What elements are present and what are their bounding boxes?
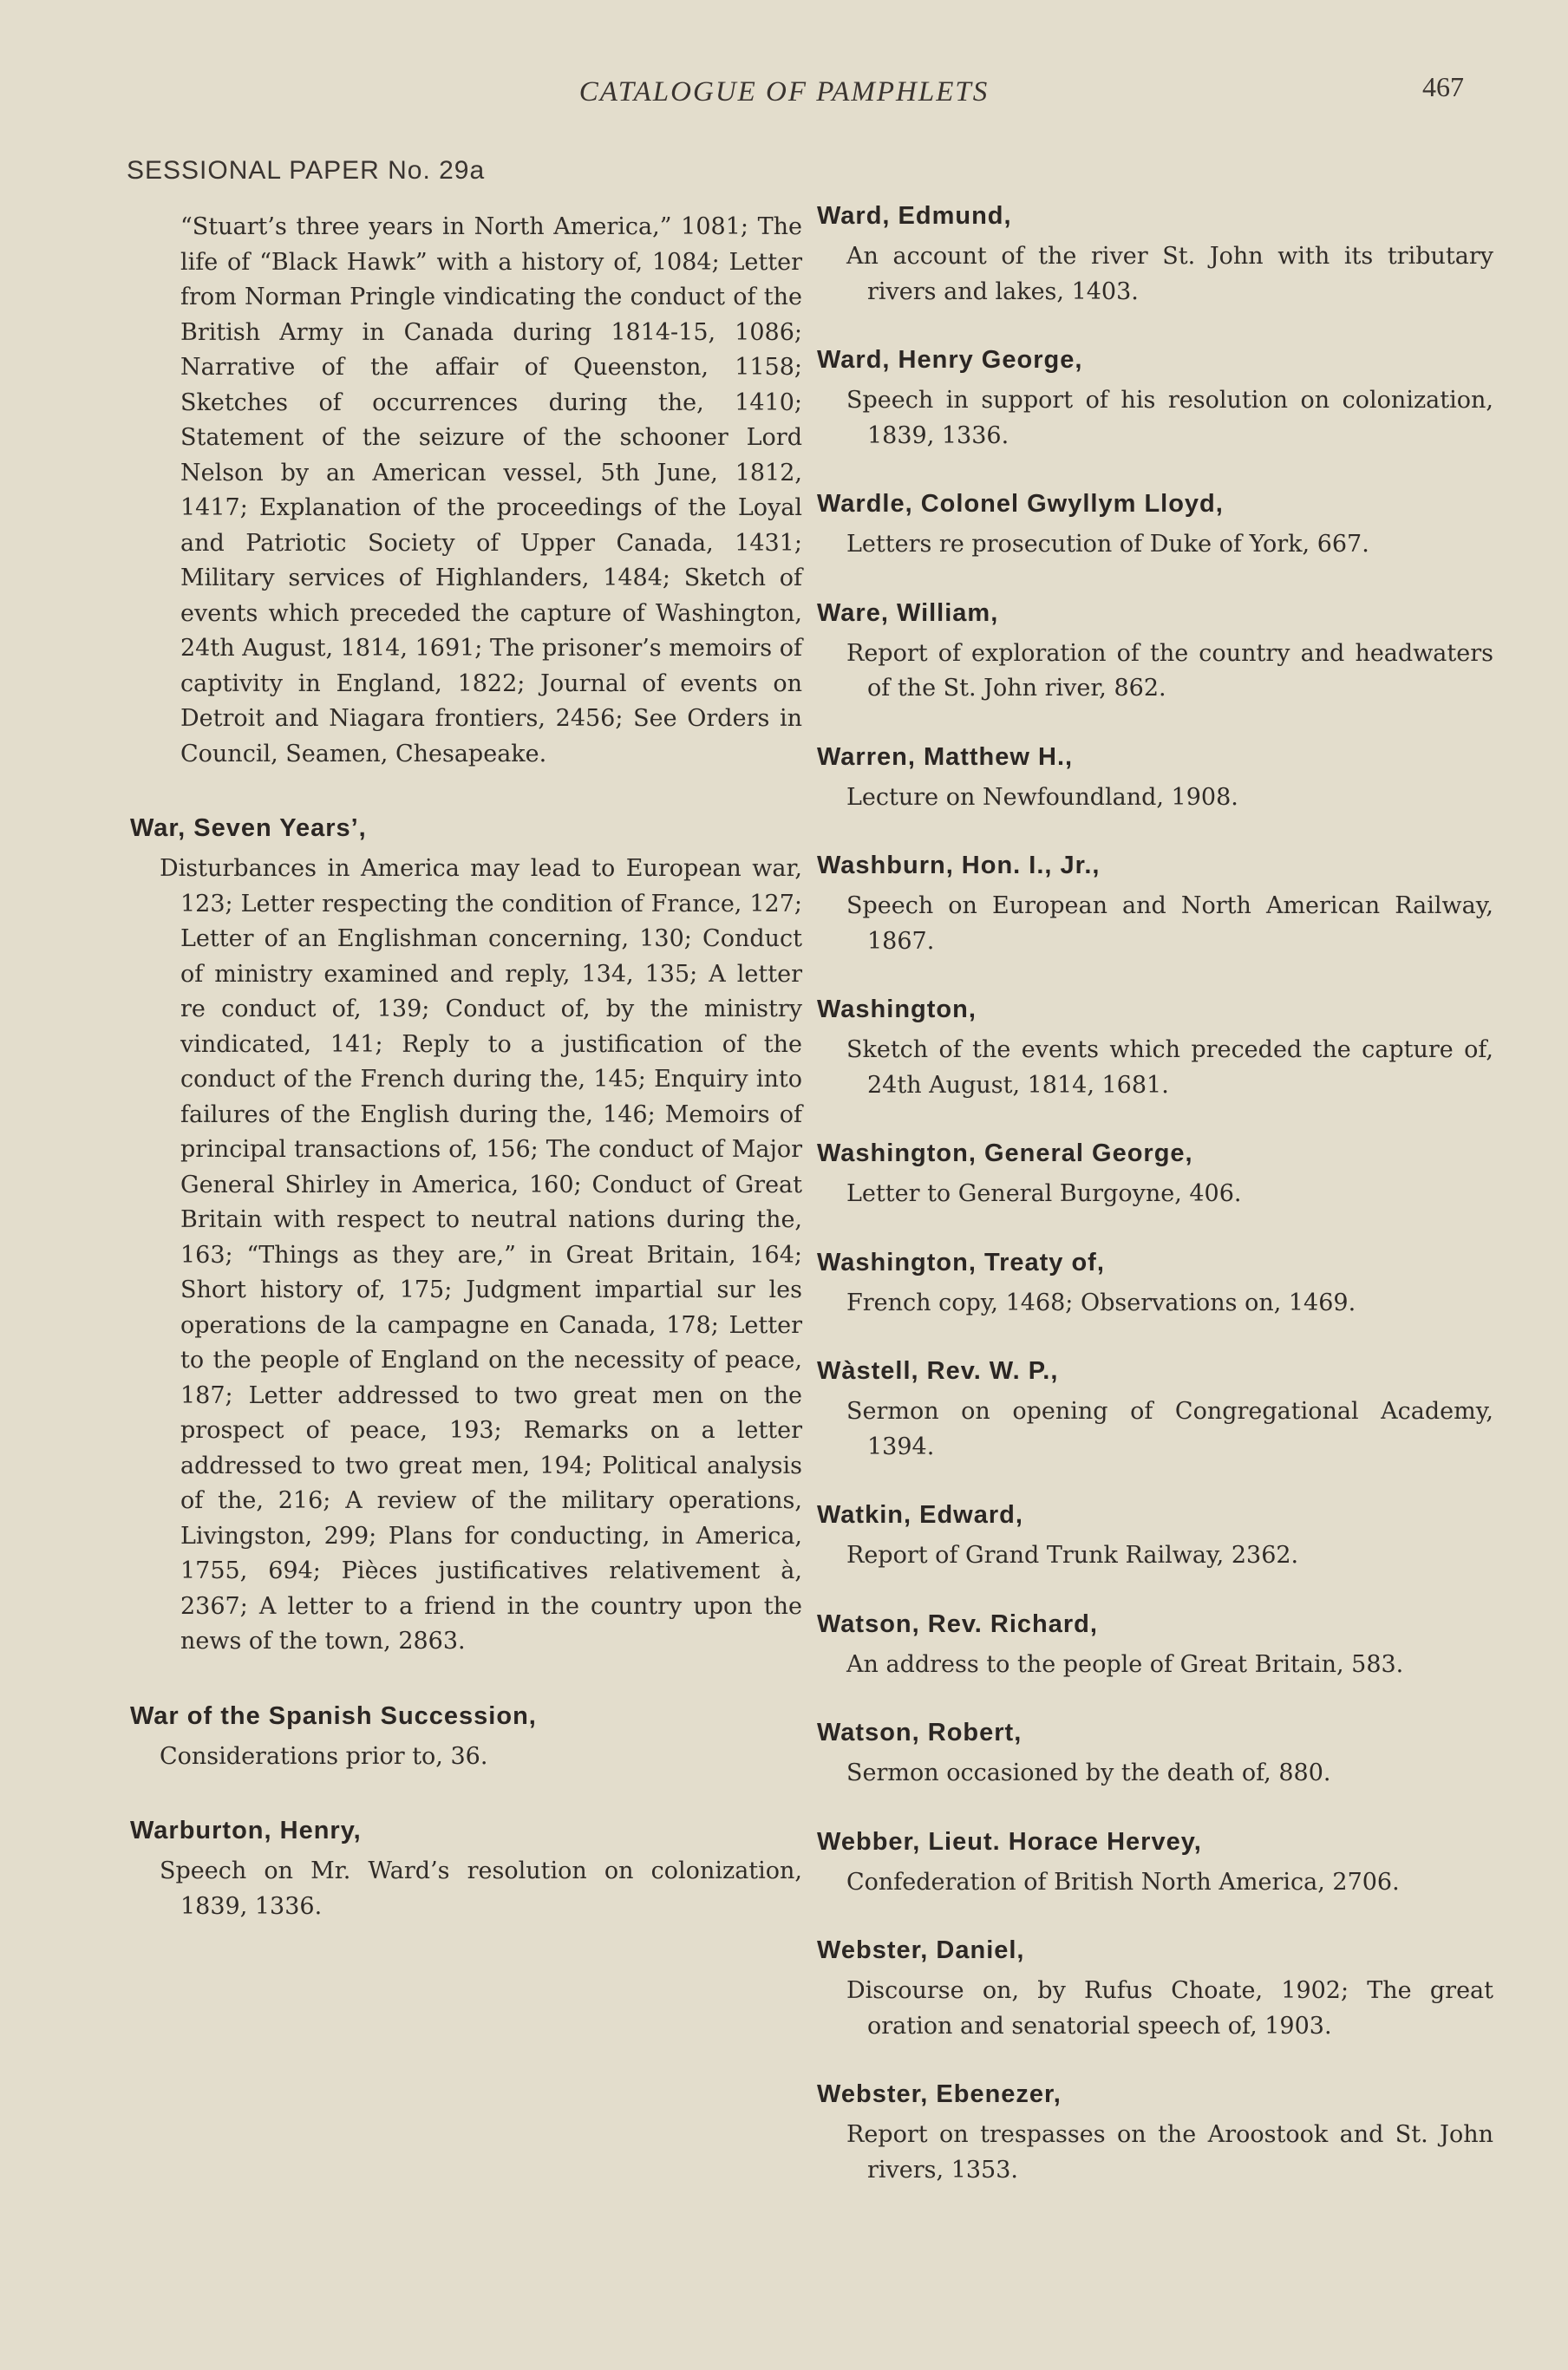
entry-heading: Washington, Treaty of, <box>817 1248 1105 1276</box>
entry-heading: Wardle, Colonel Gwyllym Lloyd, <box>817 490 1224 518</box>
entry-text: French copy, 1468; Observations on, 1469. <box>846 1289 1356 1316</box>
entry-heading: Wàstell, Rev. W. P., <box>817 1357 1059 1385</box>
page-number: 467 <box>1422 71 1464 102</box>
catalogue-entry <box>130 210 802 772</box>
entry-text: Discourse on, by Rufus Choate, 1902; The great oration and senatorial speech of, 1903. <box>846 1977 1493 2040</box>
entry-heading: Webster, Ebenezer, <box>817 2080 1062 2108</box>
catalogue-entry <box>817 847 1493 959</box>
catalogue-entry <box>130 810 802 1660</box>
entry-text: Report of exploration of the country and headwaters of the St. John river, 862. <box>846 639 1493 702</box>
catalogue-entry <box>817 595 1493 707</box>
entry-heading: War of the Spanish Succession, <box>130 1701 537 1730</box>
entry-text: Speech on Mr. Ward’s resolution on colonization, 1839, 1336. <box>160 1857 802 1920</box>
entry-text: Report of Grand Trunk Railway, 2362. <box>846 1542 1299 1569</box>
entry-heading: Watkin, Edward, <box>817 1501 1023 1529</box>
entry-heading: Ware, William, <box>817 598 999 627</box>
entry-heading: Warren, Matthew H., <box>817 742 1074 771</box>
catalogue-entry <box>130 1812 802 1924</box>
entry-text: An address to the people of Great Britain, 583. <box>846 1650 1404 1678</box>
entry-heading: Webber, Lieut. Horace Hervey, <box>817 1827 1202 1856</box>
catalogue-entry <box>817 1497 1493 1574</box>
entry-text: Lecture on Newfoundland, 1908. <box>846 783 1238 811</box>
catalogue-entry <box>817 486 1493 563</box>
entry-text: Considerations prior to, 36. <box>160 1742 488 1770</box>
catalogue-entry <box>817 1714 1493 1792</box>
catalogue-entry <box>817 1244 1493 1322</box>
running-title: CATALOGUE OF PAMPHLETS <box>578 76 990 108</box>
entry-text: An account of the river St. John with its tributary rivers and lakes, 1403. <box>846 243 1493 305</box>
entry-text: Sermon on opening of Congregational Academy, 1394. <box>846 1398 1493 1460</box>
catalogue-entry <box>130 1698 802 1775</box>
entry-heading: Ward, Edmund, <box>817 202 1012 230</box>
catalogue-entry <box>817 1353 1493 1465</box>
entry-text: Letter to General Burgoyne, 406. <box>846 1180 1242 1207</box>
entry-text: Confederation of British North America, 2706. <box>846 1868 1400 1896</box>
entry-text: Speech on European and North American Railway, 1867. <box>846 892 1493 955</box>
catalogue-entry <box>817 1824 1493 1901</box>
catalogue-entry <box>817 1606 1493 1683</box>
catalogue-entry <box>817 2076 1493 2188</box>
entry-heading: Washington, <box>817 996 977 1023</box>
left-column <box>130 210 802 1962</box>
entry-text: Sermon occasioned by the death of, 880. <box>846 1760 1331 1786</box>
catalogue-entry <box>817 342 1493 454</box>
catalogue-entry <box>817 1932 1493 2044</box>
entry-heading: Webster, Daniel, <box>817 1936 1025 1964</box>
entry-text: Letters re prosecution of Duke of York, 667. <box>846 531 1369 558</box>
catalogue-entry <box>817 198 1493 310</box>
entry-text: Speech in support of his resolution on colonization, 1839, 1336. <box>846 387 1493 449</box>
entry-text: Report on trespasses on the Aroostook and St. John rivers, 1353. <box>846 2121 1493 2184</box>
entry-text: Sketch of the events which preceded the capture of, 24th August, 1814, 1681. <box>846 1036 1493 1099</box>
entry-heading: Watson, Robert, <box>817 1719 1022 1746</box>
catalogue-entry <box>817 991 1493 1103</box>
entry-heading: Ward, Henry George, <box>817 346 1083 374</box>
catalogue-entry <box>817 739 1493 816</box>
entry-heading: Washburn, Hon. I., Jr., <box>817 852 1101 879</box>
entry-heading: Watson, Rev. Richard, <box>817 1609 1098 1638</box>
catalogue-entry <box>817 1135 1493 1212</box>
entry-text: Disturbances in America may lead to European war, 123; Letter respecting the condition of France, 127; Letter of an Englishman concerning, 130; Conduct of ministry examined and reply, 134, 135; A letter re conduct of, 139; Conduct of, by the ministry vindicated, 141; Reply to a justification of the conduct of the French during the, 145; Enquiry into failures of the English during the, 146; Memoirs of principal transactions of, 156; The conduct of Major General Shirley in America, 160; Conduct of Great Britain with respect to neutral nations during the, 163; “Things as they are,” in Great Britain, 164; Short history of, 175; Judgment impartial sur les operations de la campagne en Canada, 178; Letter to the people of England on the necessity of peace, 187; Letter addressed to two great men on the prospect of peace, 193; Remarks on a letter addressed to two great men, 194; Political analysis of the, 216; A review of the military operations, Livingston, 299; Plans for conducting, in America, 1755, 694; Pièces justificatives relativement à, 2367; A letter to a friend in the country upon the news of the town, 2863. <box>160 855 802 1655</box>
right-column <box>817 198 1493 2220</box>
entry-heading: Washington, General George, <box>817 1139 1193 1167</box>
entry-text: “Stuart’s three years in North America,” 1081; The life of “Black Hawk” with a history of, 1084; Letter from Norman Pringle vindicating the conduct of the British Army in Canada during 1814-15, 1086; Narrative of the affair of Queenston, 1158; Sketches of occurrences during the, 1410; Statement of the seizure of the schooner Lord Nelson by an American vessel, 5th June, 1812, 1417; Explanation of the proceedings of the Loyal and Patriotic Society of Upper Canada, 1431; Military services of Highlanders, 1484; Sketch of events which preceded the capture of Washington, 24th August, 1814, 1691; The prisoner’s memoirs of captivity in England, 1822; Journal of events on Detroit and Niagara frontiers, 2456; See Orders in Council, Seamen, Chesapeake. <box>180 213 802 767</box>
entry-heading: War, Seven Years’, <box>130 814 367 842</box>
sessional-paper-label: SESSIONAL PAPER No. 29a <box>127 156 486 185</box>
entry-heading: Warburton, Henry, <box>130 1817 362 1844</box>
